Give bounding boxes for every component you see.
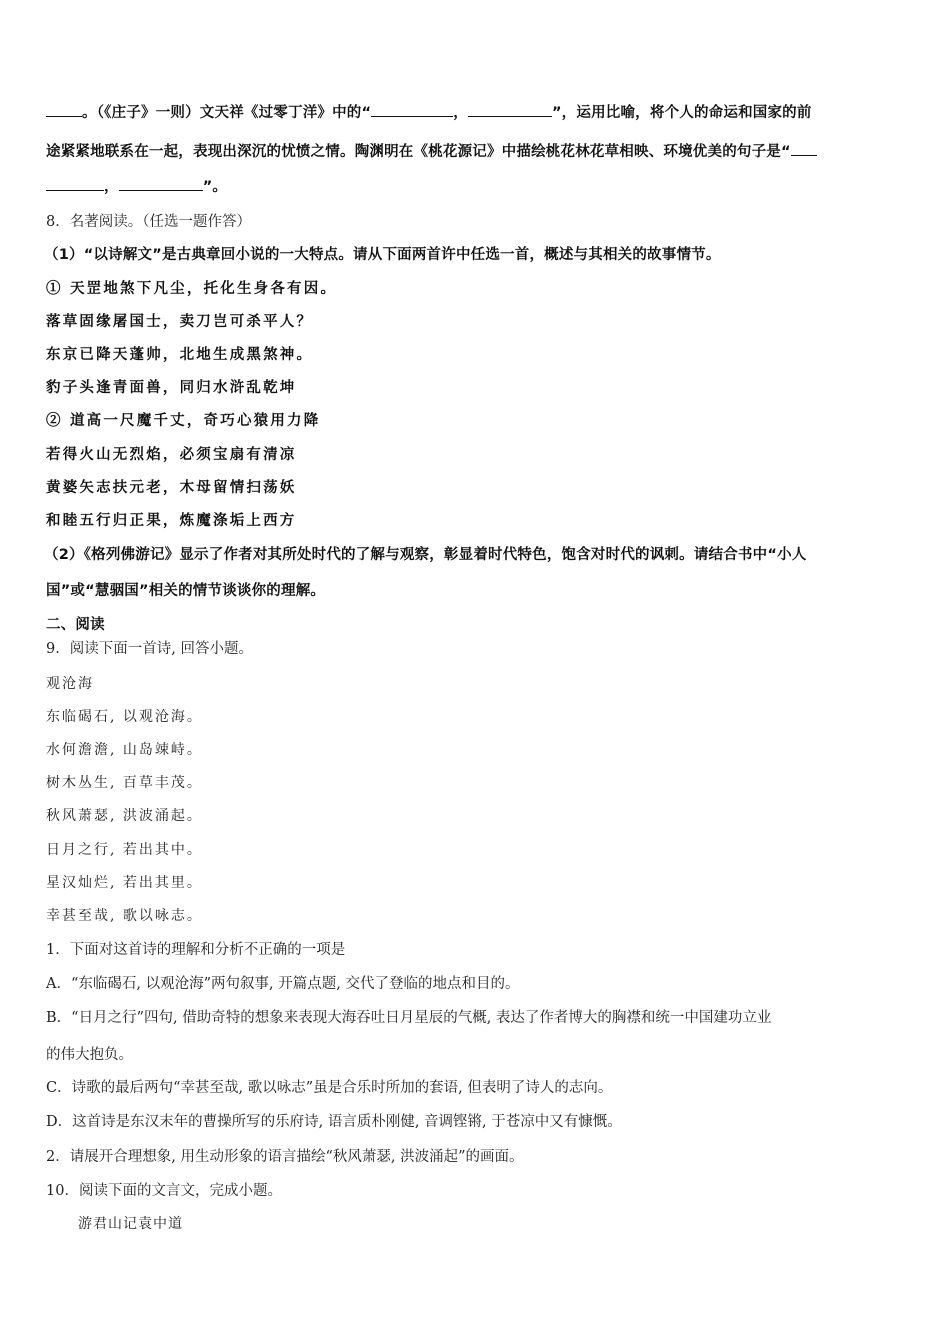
fill-in-line-1 [46, 102, 812, 123]
question-8-title: 8．名著阅读。（任选一题作答） [46, 214, 251, 230]
poem-1-line: ① 天罡地煞下凡尘，托化生身各有因。 [46, 280, 338, 297]
poem-line: 星汉灿烂, 若出其里。 [46, 875, 203, 891]
text-segment: ”。 [202, 179, 228, 195]
option-d[interactable]: D．这首诗是东汉末年的曹操所写的乐府诗, 语言质朴刚健, 音调铿锵, 于苍凉中又有慷慨。 [46, 1114, 622, 1130]
sub-question-1: 1．下面对这首诗的理解和分析不正确的一项是 [46, 942, 346, 958]
poem-line: 树木丛生, 百草丰茂。 [46, 775, 203, 791]
answer-blank[interactable] [119, 176, 203, 191]
poem-line: 水何澹澹, 山岛竦峙。 [46, 742, 203, 758]
text-segment: ， [104, 179, 119, 195]
text-segment: 。（《庄子》一则）文天祥《过零丁洋》中的“ [82, 105, 372, 121]
poem-title: 观沧海 [46, 676, 94, 692]
question-10-title: 10．阅读下面的文言文，完成小题。 [46, 1183, 282, 1199]
question-8-part-2-line-2: 国”或“慧骃国”相关的情节谈谈你的理解。 [46, 583, 326, 599]
poem-1-line: 落草固缘屠国士，卖刀岂可杀平人？ [46, 313, 314, 330]
text-segment: ”，运用比喻，将个人的命运和国家的前 [551, 105, 812, 121]
option-a[interactable]: A．“东临碣石, 以观沧海”两句叙事, 开篇点题, 交代了登临的地点和目的。 [46, 976, 520, 992]
text-segment: 途紧紧地联系在一起，表现出深沉的忧愤之情。陶渊明在《桃花源记》中描绘桃花林花草相映、环境优美的句子是“ [46, 144, 791, 160]
question-9-title: 9．阅读下面一首诗, 回答小题。 [46, 641, 253, 657]
poem-1-line: 东京已降天蓬帅，北地生成黑煞神。 [46, 346, 314, 363]
fill-in-line-2 [46, 141, 817, 162]
sub-question-2: 2．请展开合理想象, 用生动形象的语言描绘“秋风萧瑟, 洪波涌起”的画面。 [46, 1149, 524, 1165]
answer-blank[interactable] [46, 102, 82, 117]
poem-line: 幸甚至哉, 歌以咏志。 [46, 908, 203, 924]
poem-line: 日月之行, 若出其中。 [46, 842, 203, 858]
text-segment: ， [453, 105, 468, 121]
answer-blank[interactable] [371, 102, 453, 117]
option-c[interactable]: C．诗歌的最后两句“幸甚至哉, 歌以咏志”虽是合乐时所加的套语, 但表明了诗人的志向。 [46, 1080, 613, 1096]
fill-in-line-3 [46, 176, 227, 197]
poem-2-line: ② 道高一尺魔千丈，奇巧心猿用力降 [46, 412, 321, 429]
poem-1-line: 豹子头逢青面兽，同归水浒乱乾坤 [46, 379, 297, 396]
poem-2-line: 黄婆矢志扶元老，木母留情扫荡妖 [46, 479, 297, 496]
poem-line: 秋风萧瑟, 洪波涌起。 [46, 808, 203, 824]
poem-2-line: 若得火山无烈焰，必须宝扇有清凉 [46, 446, 297, 463]
classical-text-title: 游君山记袁中道 [78, 1216, 183, 1232]
answer-blank[interactable] [468, 102, 552, 117]
poem-line: 东临碣石, 以观沧海。 [46, 709, 203, 725]
poem-2-line: 和睦五行归正果，炼魔涤垢上西方 [46, 512, 297, 529]
question-8-part-2-line-1: （2）《格列佛游记》显示了作者对其所处时代的了解与观察，彰显着时代特色，饱含对时代的讽刺。请结合书中“小人 [44, 547, 807, 563]
option-b[interactable]: B．“日月之行”四句, 借助奇特的想象来表现大海吞吐日月星辰的气概, 表达了作者博大的胸襟和统一中国建功立业 [46, 1010, 772, 1026]
section-heading: 二、阅读 [46, 617, 105, 633]
option-b-continued: 的伟大抱负。 [46, 1047, 133, 1063]
answer-blank[interactable] [791, 141, 817, 156]
answer-blank[interactable] [46, 176, 104, 191]
question-8-part-1: （1）“以诗解文”是古典章回小说的一大特点。请从下面两首许中任选一首，概述与其相关的故事情节。 [44, 247, 721, 263]
